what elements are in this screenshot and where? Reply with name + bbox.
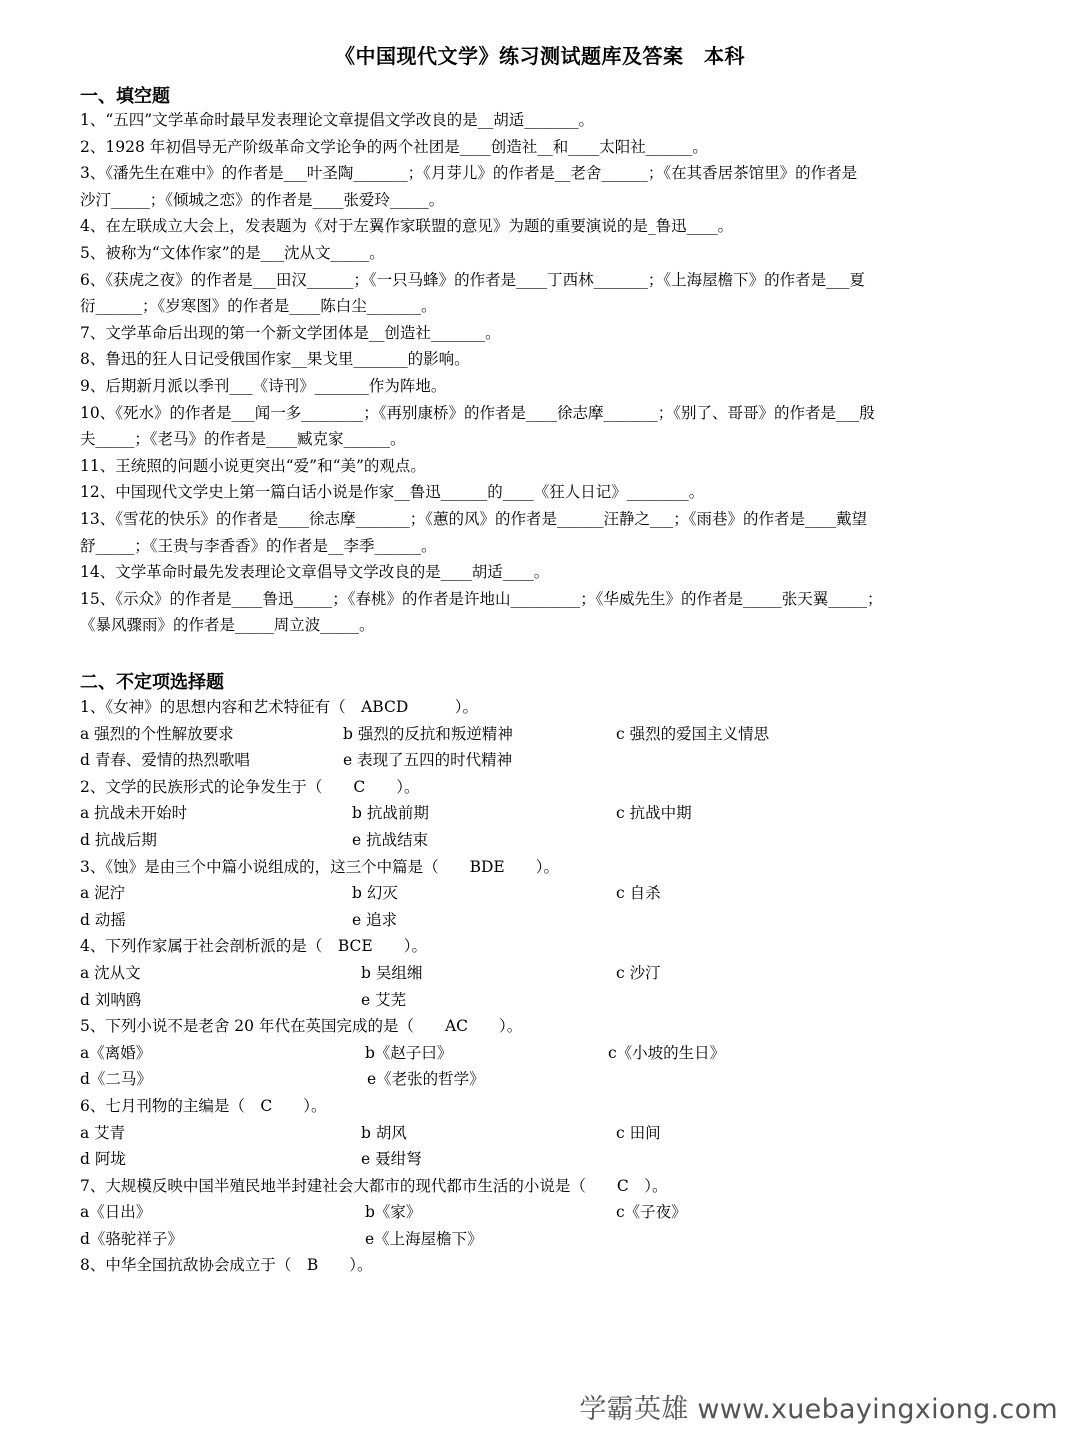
question-stem: 8、中华全国抗敌协会成立于（ B ）。 bbox=[80, 1256, 373, 1275]
option: d 阿垅 bbox=[80, 1150, 126, 1169]
option-row bbox=[80, 960, 1005, 987]
question-line: 15、《示众》的作者是____鲁迅_____；《春桃》的作者是许地山_________；《华威先生》的作者是_____张天翼_____； bbox=[80, 589, 883, 608]
option: e 聂绀弩 bbox=[361, 1150, 422, 1169]
option: b《赵子曰》 bbox=[365, 1043, 453, 1062]
question-line: 夫_____；《老马》的作者是____臧克家______。 bbox=[80, 430, 406, 449]
option-row bbox=[80, 1120, 1005, 1147]
option-row bbox=[80, 880, 1005, 907]
option: a 沈从文 bbox=[80, 963, 141, 982]
option: d 青春、爱情的热烈歌唱 bbox=[80, 751, 250, 770]
option: e 追求 bbox=[352, 910, 398, 929]
option-row bbox=[80, 827, 1005, 854]
option: c 田间 bbox=[616, 1123, 661, 1142]
option: d《骆驼祥子》 bbox=[80, 1229, 183, 1248]
option: e 表现了五四的时代精神 bbox=[343, 751, 513, 770]
question-line: 14、文学革命时最先发表理论文章倡导文学改良的是____胡适____。 bbox=[80, 563, 550, 582]
option-row bbox=[80, 747, 1005, 774]
option: e 艾芜 bbox=[361, 990, 407, 1009]
question-line: 4、在左联成立大会上，发表题为《对于左翼作家联盟的意见》为题的重要演说的是_鲁迅____。 bbox=[80, 217, 734, 236]
section-heading-fill-blank: 一、填空题 bbox=[80, 86, 170, 107]
page-title: 《中国现代文学》练习测试题库及答案 本科 bbox=[335, 44, 745, 68]
option: d 动摇 bbox=[80, 910, 126, 929]
option-row bbox=[80, 987, 1005, 1014]
option-row bbox=[80, 1146, 1005, 1173]
question-line: 3、《潘先生在难中》的作者是___叶圣陶_______；《月芽儿》的作者是__老舍______；《在其香居茶馆里》的作者是 bbox=[80, 164, 858, 183]
section-heading-multiple-choice: 二、不定项选择题 bbox=[80, 672, 224, 693]
option: a《日出》 bbox=[80, 1203, 152, 1222]
option: a 强烈的个性解放要求 bbox=[80, 724, 234, 743]
option-row bbox=[80, 1226, 1005, 1253]
question-stem: 1、《女神》的思想内容和艺术特征有（ ABCD ）。 bbox=[80, 698, 479, 716]
option: d 抗战后期 bbox=[80, 830, 157, 849]
option-row bbox=[80, 800, 1005, 827]
question-line: 13、《雪花的快乐》的作者是____徐志摩_______；《蕙的风》的作者是______汪静之___；《雨巷》的作者是____戴望 bbox=[80, 509, 867, 528]
option: b 幻灭 bbox=[352, 884, 398, 903]
question-line: 10、《死水》的作者是___闻一多________；《再别康桥》的作者是____徐志摩_______；《别了、哥哥》的作者是___殷 bbox=[80, 403, 875, 422]
question-line: 8、鲁迅的狂人日记受俄国作家__果戈里_______的影响。 bbox=[80, 350, 470, 369]
question-stem: 3、《蚀》是由三个中篇小说组成的，这三个中篇是（ BDE ）。 bbox=[80, 857, 559, 876]
option-row bbox=[80, 1066, 1005, 1093]
question-line: 1、“五四”文学革命时最早发表理论文章提倡文学改良的是__胡适_______。 bbox=[80, 111, 594, 129]
option: e《老张的哲学》 bbox=[367, 1070, 485, 1089]
question-line: 6、《获虎之夜》的作者是___田汉______；《一只马蜂》的作者是____丁西林_______；《上海屋檐下》的作者是___夏 bbox=[80, 270, 865, 289]
question-stem: 6、七月刊物的主编是（ C ）。 bbox=[80, 1096, 327, 1115]
option-row bbox=[80, 907, 1005, 934]
option: b 强烈的反抗和叛逆精神 bbox=[343, 724, 513, 743]
option: c《小坡的生日》 bbox=[608, 1043, 726, 1062]
option: e 抗战结束 bbox=[352, 830, 429, 849]
option: b 抗战前期 bbox=[352, 804, 429, 823]
question-line: 5、被称为“文体作家”的是___沈从文_____。 bbox=[80, 243, 385, 262]
option-row bbox=[80, 1040, 1005, 1067]
question-line: 12、中国现代文学史上第一篇白话小说是作家__鲁迅______的____《狂人日记》________。 bbox=[80, 483, 705, 502]
option: b《家》 bbox=[365, 1203, 422, 1222]
question-line: 衍______；《岁寒图》的作者是____陈白尘_______。 bbox=[80, 297, 437, 316]
question-line: 11、王统照的问题小说更突出“爱”和“美”的观点。 bbox=[80, 456, 426, 475]
option: c《子夜》 bbox=[616, 1203, 687, 1222]
option: a 艾青 bbox=[80, 1123, 126, 1142]
question-line: 《暴风骤雨》的作者是_____周立波_____。 bbox=[80, 616, 375, 635]
question-line: 舒_____；《王贵与李香香》的作者是__李季______。 bbox=[80, 536, 437, 555]
option: c 沙汀 bbox=[616, 963, 661, 982]
question-line: 沙汀_____；《倾城之恋》的作者是____张爱玲_____。 bbox=[80, 190, 445, 209]
question-stem: 5、下列小说不是老舍 20 年代在英国完成的是（ AC ）。 bbox=[80, 1017, 523, 1036]
question-line: 9、后期新月派以季刊___《诗刊》_______作为阵地。 bbox=[80, 376, 447, 395]
option-row bbox=[80, 721, 1005, 748]
option: e《上海屋檐下》 bbox=[365, 1229, 483, 1248]
question-stem: 4、下列作家属于社会剖析派的是（ BCE ）。 bbox=[80, 937, 427, 956]
option-row bbox=[80, 1199, 1005, 1226]
site-watermark: 学霸英雄 www.xuebayingxiong.com bbox=[579, 1394, 1058, 1425]
option: c 抗战中期 bbox=[616, 804, 692, 823]
option: a《离婚》 bbox=[80, 1043, 152, 1062]
question-line: 7、文学革命后出现的第一个新文学团体是__创造社_______。 bbox=[80, 323, 501, 342]
option: c 自杀 bbox=[616, 884, 661, 903]
option: a 抗战未开始时 bbox=[80, 804, 188, 823]
option: d 刘呐鸥 bbox=[80, 990, 142, 1009]
question-line: 2、1928 年初倡导无产阶级革命文学论争的两个社团是____创造社__和____太阳社______。 bbox=[80, 137, 708, 156]
option: c 强烈的爱国主义情思 bbox=[616, 724, 770, 743]
option: d《二马》 bbox=[80, 1070, 152, 1089]
fill-blank-questions bbox=[80, 107, 1005, 639]
question-stem: 2、文学的民族形式的论争发生于（ C ）。 bbox=[80, 777, 420, 796]
option: a 泥泞 bbox=[80, 884, 126, 903]
multiple-choice-questions bbox=[80, 694, 1005, 1279]
option: b 吴组缃 bbox=[361, 963, 423, 982]
question-stem: 7、大规模反映中国半殖民地半封建社会大都市的现代都市生活的小说是（ C ）。 bbox=[80, 1176, 668, 1195]
option: b 胡风 bbox=[361, 1123, 407, 1142]
